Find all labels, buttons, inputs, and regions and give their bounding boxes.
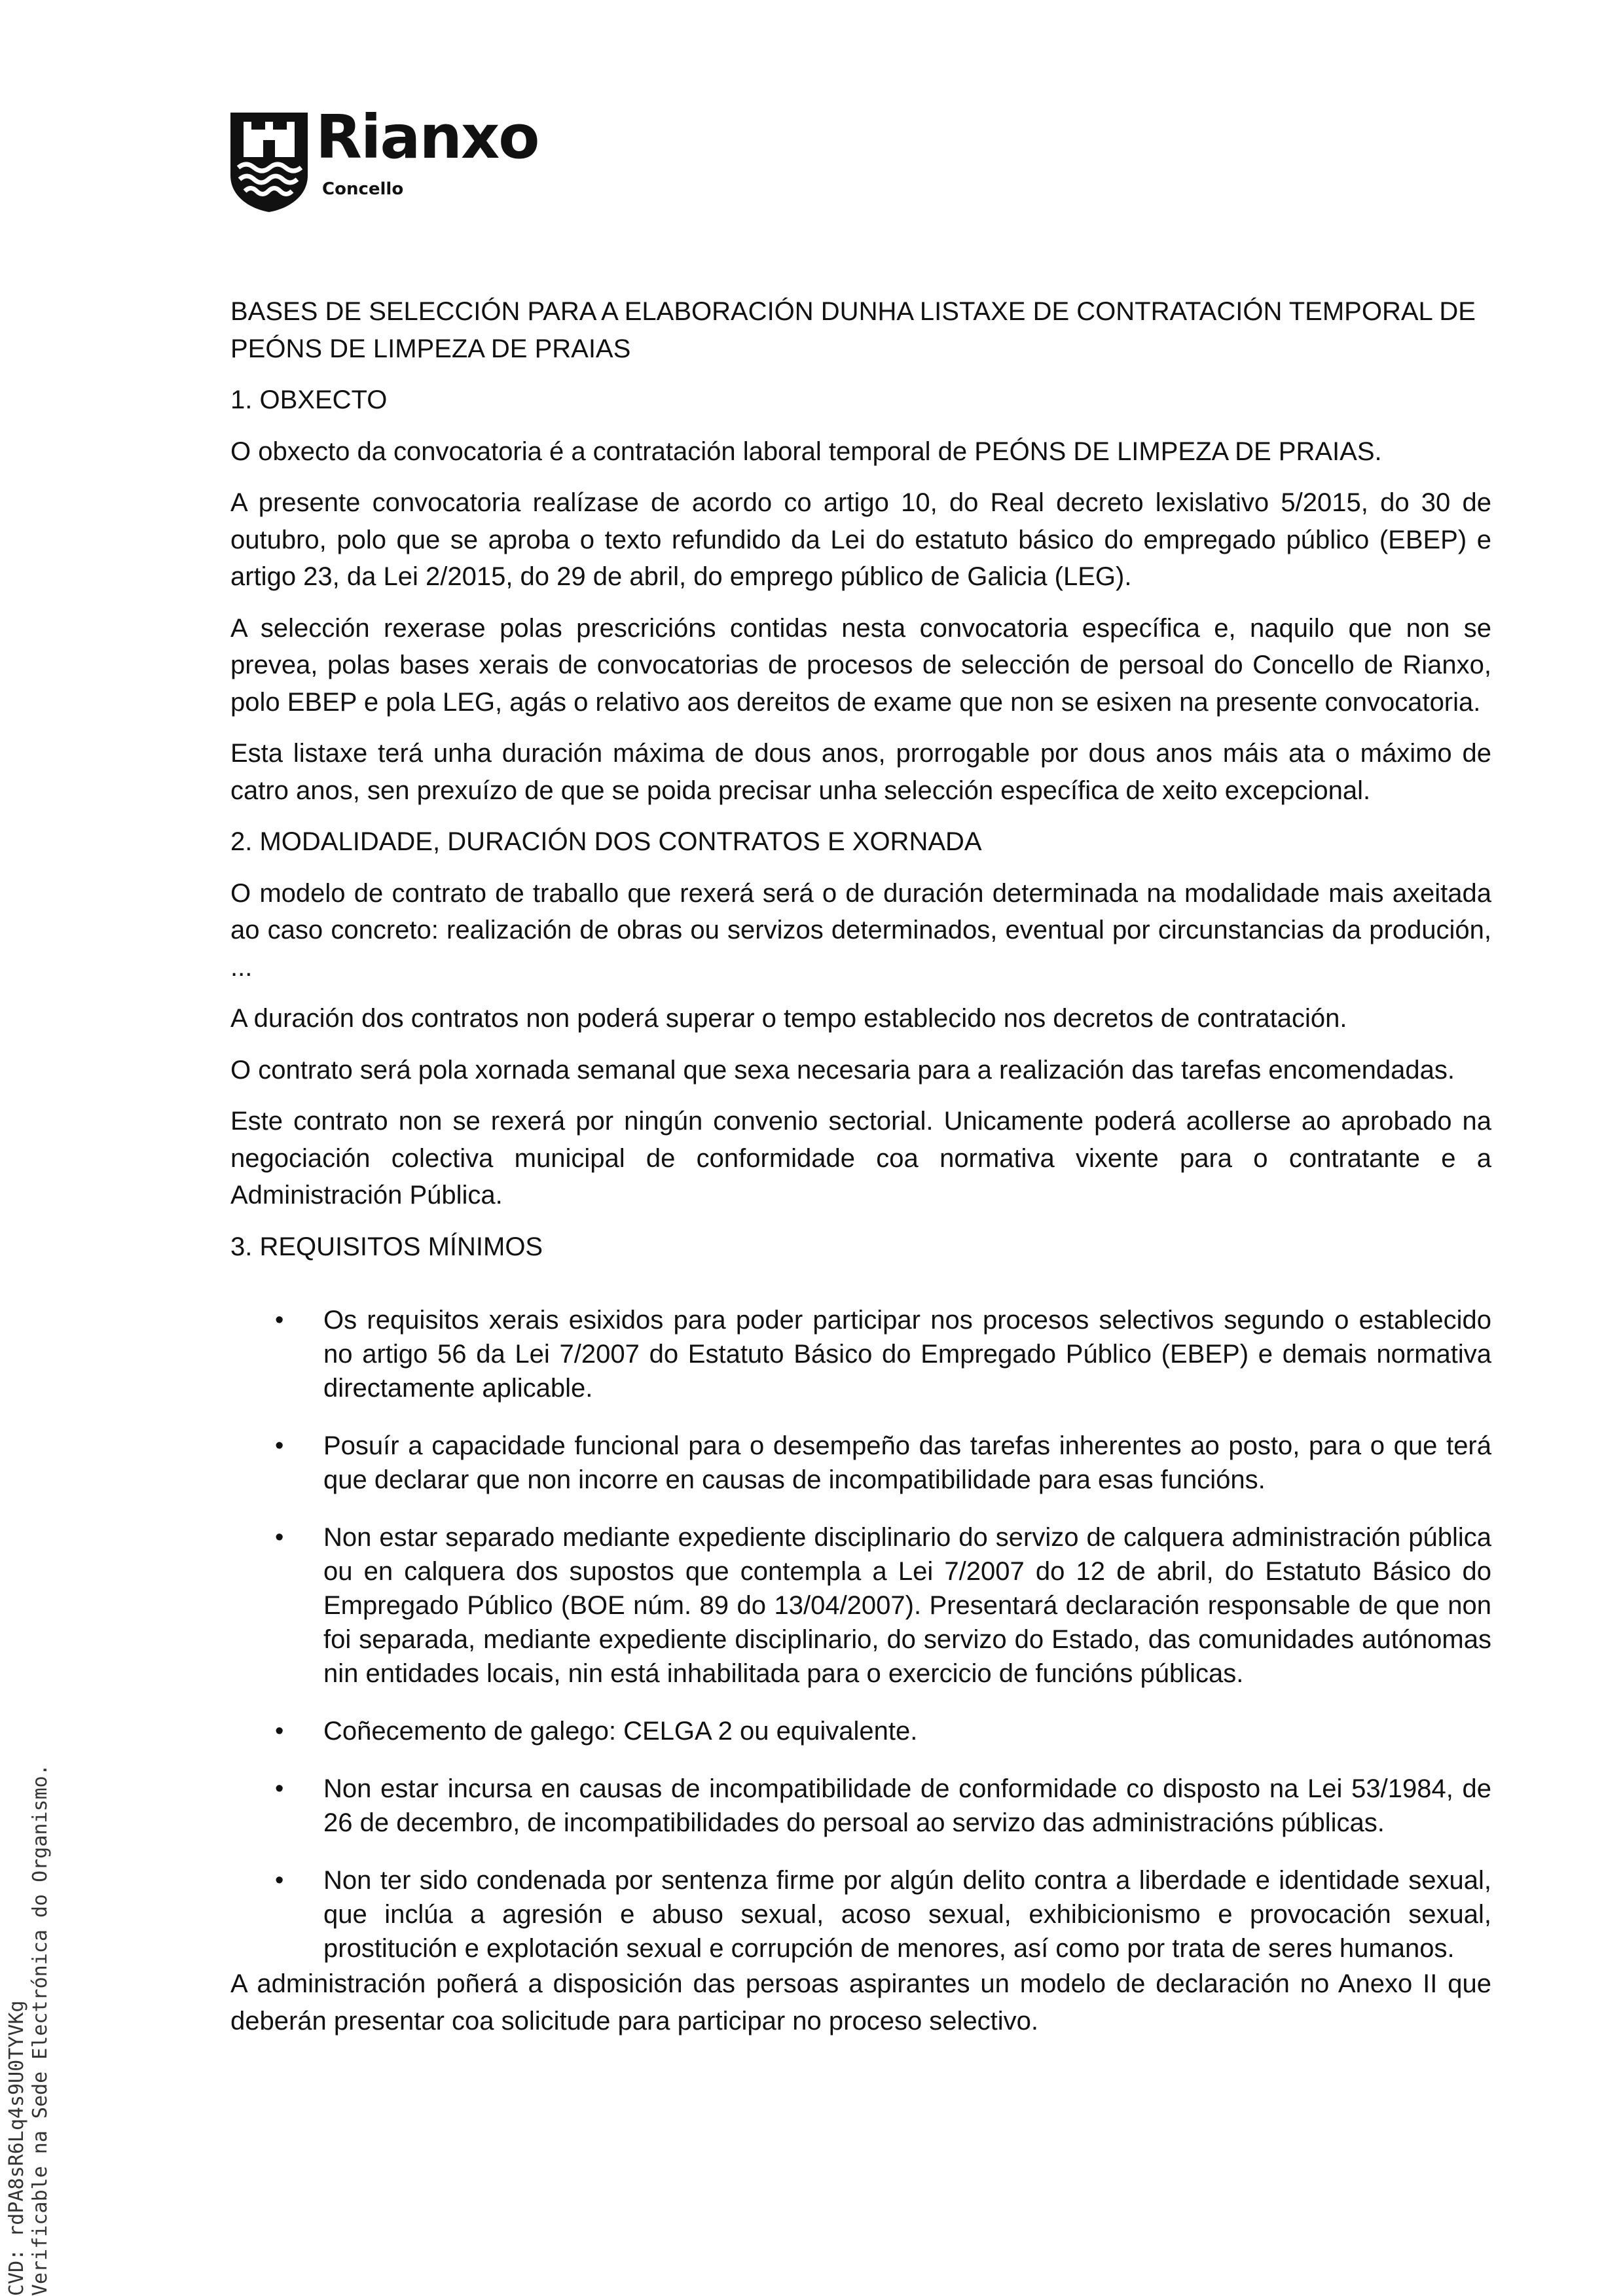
- list-item: [230, 1429, 1491, 1497]
- list-item: [230, 1863, 1491, 1965]
- document-body: [230, 293, 1491, 2054]
- bullet-icon: •: [275, 1306, 284, 1334]
- concello-logo: [230, 102, 571, 212]
- list-item: [230, 1772, 1491, 1840]
- bullet-icon: •: [275, 1717, 284, 1745]
- paragraph: A presente convocatoria realízase de acordo co artigo 10, do Real decreto lexislativo 5/2015, do 30 de outubro, polo que se aproba o texto refundido da Lei do estatuto básico do empregado público (EBEP) e artigo 23, da Lei 2/2015, do 29 de abril, do emprego público de Galicia (LEG).: [230, 488, 1491, 591]
- paragraph: Esta listaxe terá unha duración máxima de dous anos, prorrogable por dous anos máis ata o máximo de catro anos, sen prexuízo de que se poida precisar unha selección específica de xeito excepcional.: [230, 739, 1491, 805]
- bullet-icon: •: [275, 1524, 284, 1551]
- section-heading: 2. MODALIDADE, DURACIÓN DOS CONTRATOS E XORNADA: [230, 827, 982, 856]
- list-item-text: Non ter sido condenada por sentenza firme por algún delito contra a liberdade e identidade sexual, que inclúa a agresión e abuso sexual, acoso sexual, exhibicionismo e provocación sexual, prostitución e explotación sexual e corrupción de menores, así como por trata de seres humanos.: [323, 1866, 1491, 1963]
- paragraph: O obxecto da convocatoria é a contratación laboral temporal de PEÓNS DE LIMPEZA DE PRAIAS.: [230, 437, 1382, 466]
- list-item-text: Non estar incursa en causas de incompatibilidade de conformidade co disposto na Lei 53/1984, de 26 de decembro, de incompatibilidades do persoal ao servizo das administracións públicas.: [323, 1774, 1491, 1837]
- paragraph: O modelo de contrato de traballo que rexerá será o de duración determinada na modalidade mais axeitada ao caso concreto: realización de obras ou servizos determinados, eventual por circunstancias da produción, ...: [230, 878, 1491, 982]
- list-item-text: Posuír a capacidade funcional para o desempeño das tarefas inherentes ao posto, para o que terá que declarar que non incorre en causas de incompatibilidade para esas funcións.: [323, 1431, 1491, 1494]
- bullet-icon: •: [275, 1867, 284, 1894]
- requirements-list: [230, 1303, 1491, 1965]
- section-heading: 3. REQUISITOS MÍNIMOS: [230, 1232, 543, 1261]
- verification-text: Verificable na Sede Electrónica do Organismo.: [29, 1764, 52, 2296]
- logo-name: Rianxo: [316, 102, 539, 172]
- paragraph: A selección rexerase polas prescricións contidas nesta convocatoria específica e, naquilo que non se prevea, polas bases xerais de convocatorias de procesos de selección de persoal do Concello de Rianxo, polo EBEP e pola LEG, agás o relativo aos dereitos de exame que non se esixen na presente convocatoria.: [230, 613, 1491, 717]
- shield-icon: [230, 113, 308, 212]
- cvd-code: CVD: rdPA8sR6Lq4s9U0TYVKg: [5, 2000, 28, 2296]
- list-item-text: Non estar separado mediante expediente disciplinario do servizo de calquera administración pública ou en calquera dos supostos que contempla a Lei 7/2007 do 12 de abril, do Estatuto Básico do Empregado Público (BOE núm. 89 do 13/04/2007). Presentará declaración responsable de que non foi separada, mediante expediente disciplinario, do servizo do Estado, das comunidades autónomas nin entidades locais, nin está inhabilitada para o exercicio de funcións públicas.: [323, 1523, 1491, 1688]
- list-item: [230, 1303, 1491, 1405]
- section-heading: 1. OBXECTO: [230, 386, 388, 414]
- paragraph: Este contrato non se rexerá por ningún convenio sectorial. Unicamente poderá acollerse ao aprobado na negociación colectiva municipal de conformidade coa normativa vixente para o contratante e a Administración Pública.: [230, 1107, 1491, 1210]
- bullet-icon: •: [275, 1432, 284, 1460]
- list-item-text: Os requisitos xerais esixidos para poder participar nos procesos selectivos segundo o establecido no artigo 56 da Lei 7/2007 do Estatuto Básico do Empregado Público (EBEP) e demais normativa directamente aplicable.: [323, 1306, 1491, 1403]
- paragraph: O contrato será pola xornada semanal que sexa necesaria para a realización das tarefas encomendadas.: [230, 1055, 1455, 1085]
- verification-note: [5, 1764, 52, 2296]
- bullet-icon: •: [275, 1775, 284, 1803]
- closing-paragraph: A administración poñerá a disposición das persoas aspirantes un modelo de declaración no Anexo II que deberán presentar coa solicitude para participar no proceso selectivo.: [230, 1969, 1491, 2036]
- list-item: [230, 1520, 1491, 1691]
- document-title: BASES DE SELECCIÓN PARA A ELABORACIÓN DUNHA LISTAXE DE CONTRATACIÓN TEMPORAL DE PEÓNS DE LIMPEZA DE PRAIAS: [230, 297, 1476, 363]
- list-item-text: Coñecemento de galego: CELGA 2 ou equivalente.: [323, 1717, 918, 1746]
- list-item: [230, 1714, 1491, 1748]
- paragraph: A duración dos contratos non poderá superar o tempo establecido nos decretos de contratación.: [230, 1004, 1347, 1033]
- logo-subtitle: Concello: [322, 179, 404, 199]
